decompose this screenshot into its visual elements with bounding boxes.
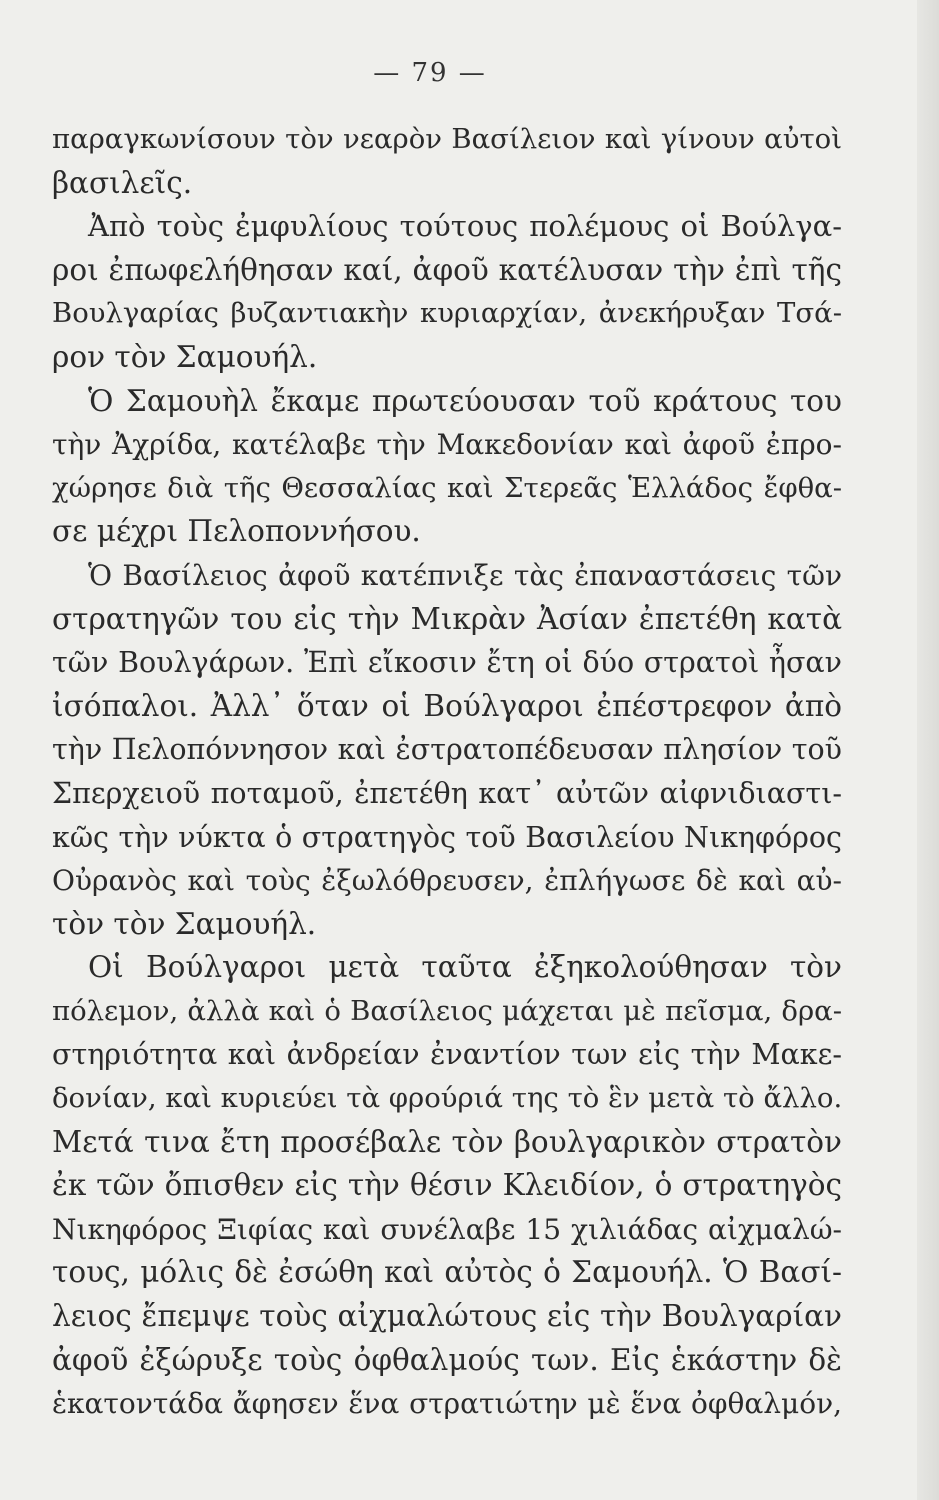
page-number: — 79 —	[373, 58, 487, 88]
text-line: ἐκ τῶν ὄπισθεν εἰς τὴν θέσιν Κλειδίον, ὁ στρατηγὸς	[52, 1168, 842, 1203]
text-line: Οὐρανὸς καὶ τοὺς ἐξωλόθρευσεν, ἐπλήγωσε δὲ καὶ αὐ-	[52, 864, 842, 898]
text-line: ἀφοῦ ἐξώρυξε τοὺς ὀφθαλμούς των. Εἰς ἑκάστην δὲ	[52, 1342, 842, 1377]
text-line: τὸν τὸν Σαμουήλ.	[52, 906, 317, 941]
text-line: Ὁ Βασίλειος ἀφοῦ κατέπνιξε τὰς ἐπαναστάσεις τῶν	[88, 558, 842, 592]
text-line: Σπερχειοῦ ποταμοῦ, ἐπετέθη κατ᾽ αὐτῶν αἰφνιδιαστι-	[52, 776, 842, 810]
page-edge-shadow	[917, 0, 939, 1500]
text-line: τους, μόλις δὲ ἐσώθη καὶ αὐτὸς ὁ Σαμουήλ. Ὁ Βασί-	[52, 1255, 842, 1290]
text-line: Μετά τινα ἔτη προσέβαλε τὸν βουλγαρικὸν στρατὸν	[52, 1124, 842, 1159]
text-line: λειος ἔπεμψε τοὺς αἰχμαλώτους εἰς τὴν Βουλγαρίαν	[52, 1299, 842, 1334]
text-line: τὴν Πελοπόννησον καὶ ἐστρατοπέδευσαν πλησίον τοῦ	[52, 733, 842, 767]
text-line: χώρησε διὰ τῆς Θεσσαλίας καὶ Στερεᾶς Ἑλλάδος ἔφθα-	[52, 471, 842, 504]
text-line: Βουλγαρίας βυζαντιακὴν κυριαρχίαν, ἀνεκήρυξαν Τσά-	[52, 297, 842, 330]
text-line: κῶς τὴν νύκτα ὁ στρατηγὸς τοῦ Βασιλείου Νικηφόρος	[52, 820, 842, 854]
text-line: πόλεμον, ἀλλὰ καὶ ὁ Βασίλειος μάχεται μὲ πεῖσμα, δρα-	[52, 994, 842, 1027]
text-line: παραγκωνίσουν τὸν νεαρὸν Βασίλειον καὶ γίνουν αὐτοὶ	[52, 123, 842, 155]
text-line: Οἱ Βούλγαροι μετὰ ταῦτα ἐξηκολούθησαν τὸν	[88, 950, 842, 985]
text-line: στρατηγῶν του εἰς τὴν Μικρὰν Ἀσίαν ἐπετέθη κατὰ	[52, 601, 842, 636]
text-line: ἰσόπαλοι. Ἀλλ᾽ ὅταν οἱ Βούλγαροι ἐπέστρεφον ἀπὸ	[52, 688, 842, 723]
text-line: σε μέχρι Πελοποννήσου.	[52, 514, 421, 549]
text-line: ἑκατοντάδα ἄφησεν ἕνα στρατιώτην μὲ ἕνα ὀφθαλμόν,	[52, 1387, 842, 1421]
text-line: τὴν Ἀχρίδα, κατέλαβε τὴν Μακεδονίαν καὶ ἀφοῦ ἐπρο-	[52, 428, 842, 462]
text-line: ρον τὸν Σαμουήλ.	[52, 339, 318, 374]
text-line: Ἀπὸ τοὺς ἐμφυλίους τούτους πολέμους οἱ Βούλγα-	[88, 209, 842, 244]
text-line: στηριότητα καὶ ἀνδρείαν ἐναντίον των εἰς τὴν Μακε-	[52, 1038, 842, 1072]
text-line: τῶν Βουλγάρων. Ἐπὶ εἴκοσιν ἔτη οἱ δύο στρατοὶ ἦσαν	[52, 646, 842, 680]
text-line: Ὁ Σαμουὴλ ἔκαμε πρωτεύουσαν τοῦ κράτους του	[88, 383, 842, 418]
text-line: βασιλεῖς.	[52, 165, 193, 200]
text-line: δονίαν, καὶ κυριεύει τὰ φρούριά της τὸ ἓν μετὰ τὸ ἄλλο.	[52, 1082, 843, 1115]
text-line: Νικηφόρος Ξιφίας καὶ συνέλαβε 15 χιλιάδας αἰχμαλώ-	[52, 1212, 842, 1246]
body-text	[52, 118, 842, 1426]
text-line: ροι ἐπωφελήθησαν καί, ἀφοῦ κατέλυσαν τὴν ἐπὶ τῆς	[52, 252, 842, 287]
